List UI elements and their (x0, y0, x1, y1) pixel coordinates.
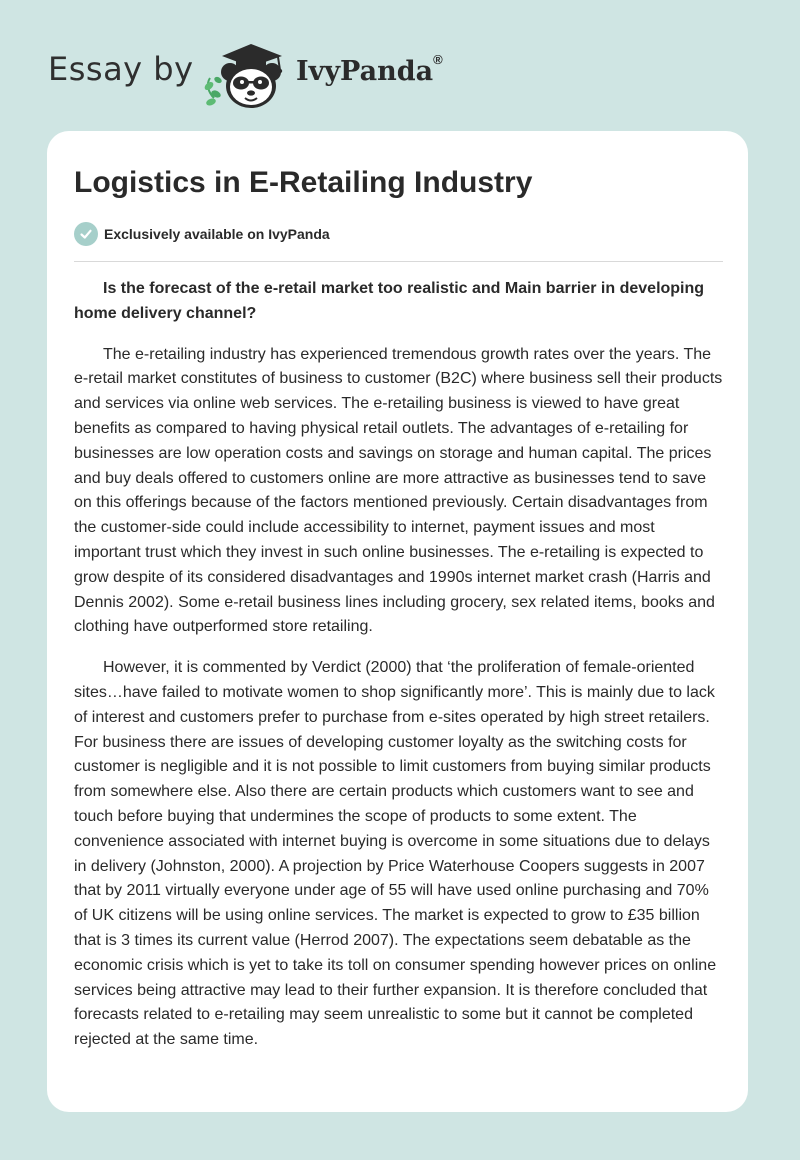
site-header (0, 0, 800, 130)
essay-question: Is the forecast of the e-retail market too realistic and Main barrier in developing home delivery channel? (74, 280, 705, 322)
exclusive-badge (74, 221, 330, 247)
essay-body (74, 277, 723, 1069)
page-title: Logistics in E-Retailing Industry (74, 166, 533, 199)
essay-card (47, 131, 748, 1112)
divider (74, 261, 723, 262)
registered-mark: ® (433, 52, 443, 67)
exclusive-label: Exclusively available on IvyPanda (104, 226, 330, 242)
check-icon (74, 222, 98, 246)
ivypanda-logo-icon[interactable] (200, 36, 292, 112)
essay-paragraph: However, it is commented by Verdict (2000) that ‘the proliferation of female-oriented sites…have failed to motivate women to shop significantly more’. This is mainly due to lack of interest and customers prefer to purchase from e-sites operated by high street retailers. For business there are issues of developing customer loyalty as the switching costs for customer is negligible and it is not possible to limit customers from buying similar products from somewhere else. Also there are certain products which customers want to see and touch before buying that undermines the scope of products to some extent. The convenience associated with internet buying is overcome in some situations due to delays in delivery (Johnston, 2000). A projection by Price Waterhouse Coopers suggests in 2007 that by 2011 virtually everyone under age of 55 will have used online purchasing and 70% of UK citizens will be using online services. The market is expected to grow to £35 billion that is 3 times its current value (Herrod 2007). The expectations seem debatable as the economic crisis which is yet to take its toll on consumer spending however prices on online services being attractive may lead to their further expansion. It is therefore concluded that forecasts related to e-retailing may seem unrealistic to some but it cannot be completed rejected at the same time. (74, 659, 717, 1049)
brand-name-text: IvyPanda (296, 56, 434, 87)
brand-name[interactable] (296, 52, 443, 87)
essay-paragraph: The e-retailing industry has experienced tremendous growth rates over the years. The e-retail market constitutes of business to customer (B2C) where business sell their products and services via online web services. The e-retailing business is viewed to have great benefits as compared to having physical retail outlets. The advantages of e-retailing for businesses are low operation costs and savings on storage and human capital. The prices and buy deals offered to customers online are more attractive as businesses tend to save on this offerings because of the factors mentioned previously. Certain disadvantages from the customer-side could include accessibility to internet, payment issues and most important trust which they invest in such online businesses. The e-retailing is expected to grow despite of its considered disadvantages and 1990s internet market crash (Harris and Dennis 2002). Some e-retail business lines including grocery, sex related items, books and clothing have outperformed store retailing. (74, 345, 723, 636)
essay-by-label: Essay by (48, 50, 194, 88)
